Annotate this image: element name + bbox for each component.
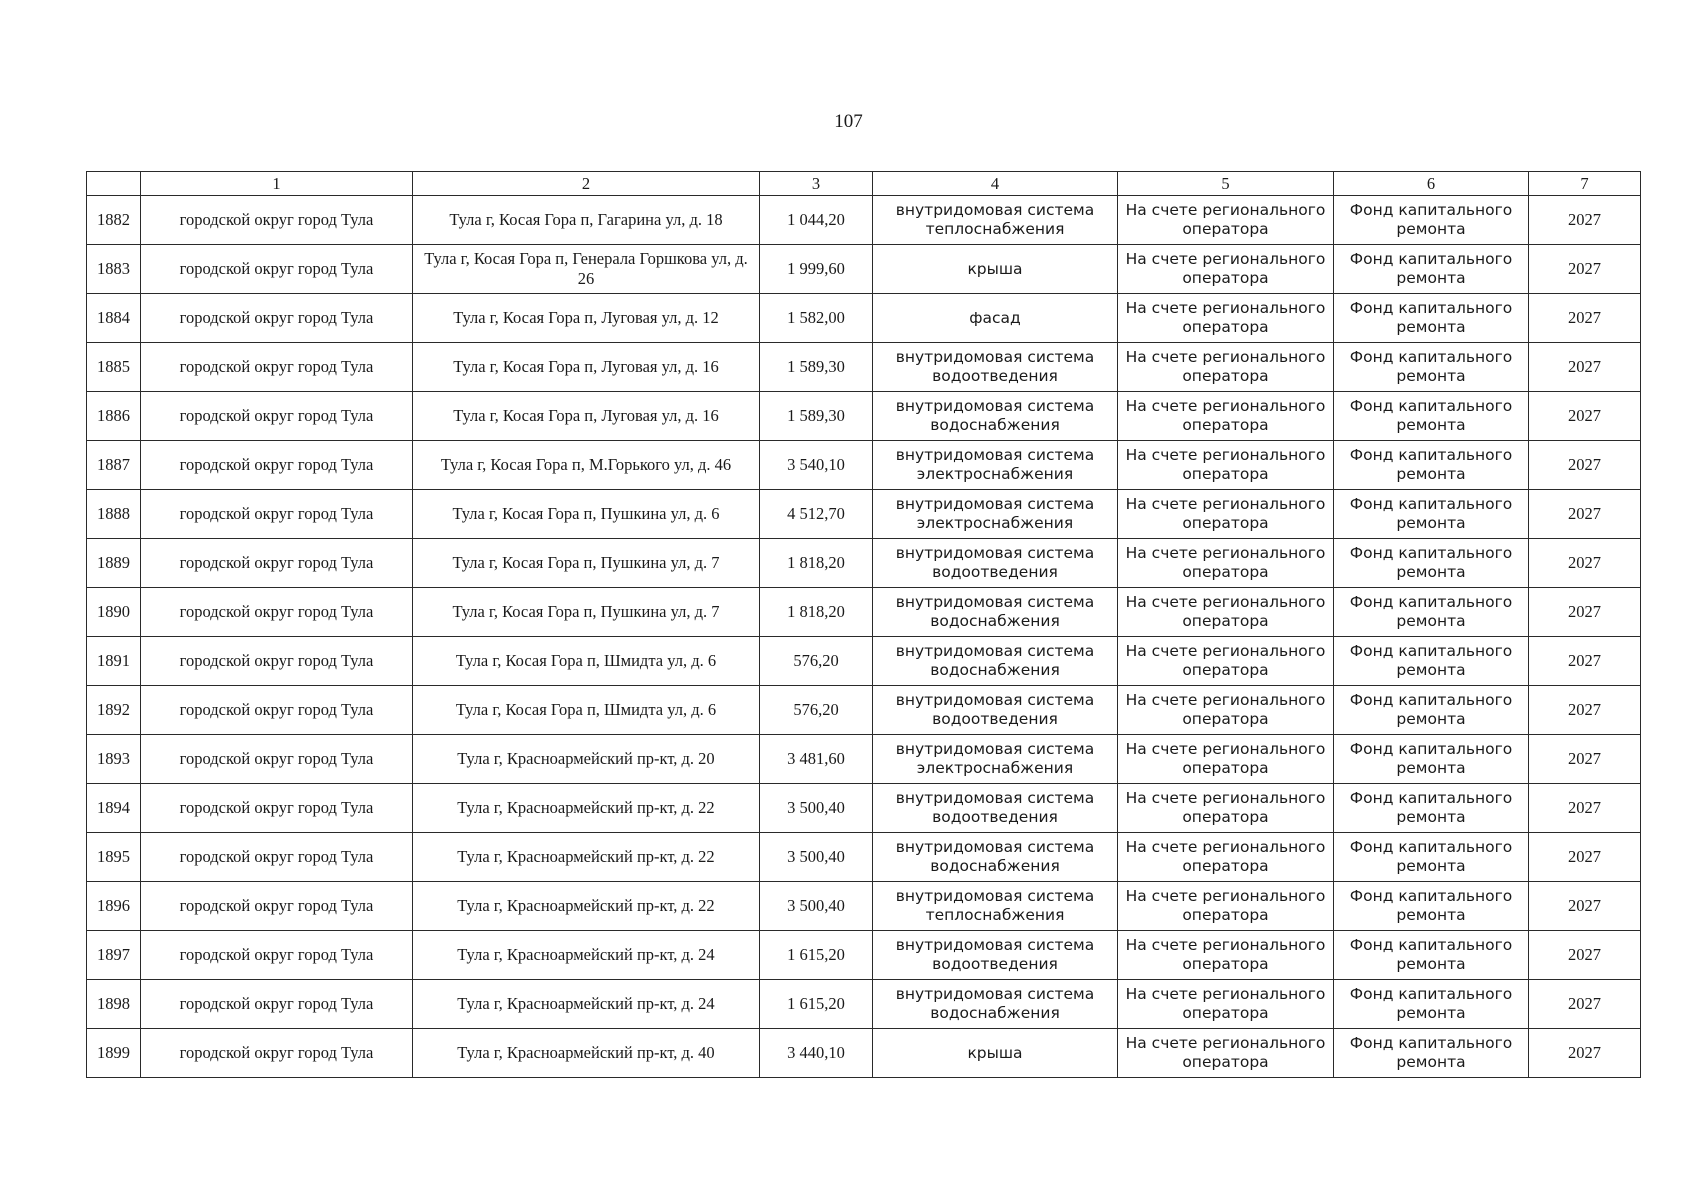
cell-fund-source: Фонд капитального ремонта xyxy=(1334,637,1529,686)
cell-work-type: крыша xyxy=(873,1029,1118,1078)
cell-address: Тула г, Красноармейский пр-кт, д. 22 xyxy=(413,784,760,833)
cell-year: 2027 xyxy=(1529,980,1641,1029)
cell-work-type: внутридомовая система водоснабжения xyxy=(873,980,1118,1029)
cell-municipality: городской округ город Тула xyxy=(141,882,413,931)
cell-row-number: 1889 xyxy=(87,539,141,588)
cell-area: 1 044,20 xyxy=(760,196,873,245)
cell-address: Тула г, Косая Гора п, Луговая ул, д. 16 xyxy=(413,392,760,441)
cell-address: Тула г, Красноармейский пр-кт, д. 24 xyxy=(413,931,760,980)
cell-address: Тула г, Косая Гора п, Пушкина ул, д. 6 xyxy=(413,490,760,539)
cell-row-number: 1891 xyxy=(87,637,141,686)
table-row xyxy=(87,833,1641,882)
cell-fund-source: Фонд капитального ремонта xyxy=(1334,539,1529,588)
cell-row-number: 1899 xyxy=(87,1029,141,1078)
cell-work-type: внутридомовая система электроснабжения xyxy=(873,490,1118,539)
capital-repair-table xyxy=(86,171,1641,1078)
column-header-fund-account: 5 xyxy=(1118,172,1334,196)
cell-row-number: 1894 xyxy=(87,784,141,833)
cell-row-number: 1898 xyxy=(87,980,141,1029)
cell-municipality: городской округ город Тула xyxy=(141,637,413,686)
cell-municipality: городской округ город Тула xyxy=(141,1029,413,1078)
cell-municipality: городской округ город Тула xyxy=(141,833,413,882)
cell-work-type: внутридомовая система теплоснабжения xyxy=(873,196,1118,245)
cell-municipality: городской округ город Тула xyxy=(141,735,413,784)
cell-fund-source: Фонд капитального ремонта xyxy=(1334,588,1529,637)
cell-year: 2027 xyxy=(1529,441,1641,490)
cell-work-type: внутридомовая система водоотведения xyxy=(873,784,1118,833)
cell-year: 2027 xyxy=(1529,245,1641,294)
cell-address: Тула г, Красноармейский пр-кт, д. 22 xyxy=(413,833,760,882)
cell-fund-account: На счете регионального оператора xyxy=(1118,196,1334,245)
cell-area: 3 440,10 xyxy=(760,1029,873,1078)
cell-area: 1 818,20 xyxy=(760,588,873,637)
cell-fund-account: На счете регионального оператора xyxy=(1118,931,1334,980)
cell-work-type: фасад xyxy=(873,294,1118,343)
cell-address: Тула г, Косая Гора п, Шмидта ул, д. 6 xyxy=(413,686,760,735)
cell-year: 2027 xyxy=(1529,196,1641,245)
table-row xyxy=(87,392,1641,441)
cell-year: 2027 xyxy=(1529,343,1641,392)
cell-municipality: городской округ город Тула xyxy=(141,441,413,490)
cell-fund-source: Фонд капитального ремонта xyxy=(1334,392,1529,441)
cell-municipality: городской округ город Тула xyxy=(141,343,413,392)
cell-municipality: городской округ город Тула xyxy=(141,980,413,1029)
cell-row-number: 1892 xyxy=(87,686,141,735)
cell-fund-account: На счете регионального оператора xyxy=(1118,1029,1334,1078)
table-row xyxy=(87,735,1641,784)
column-header-municipality: 1 xyxy=(141,172,413,196)
cell-row-number: 1888 xyxy=(87,490,141,539)
cell-area: 576,20 xyxy=(760,686,873,735)
cell-year: 2027 xyxy=(1529,931,1641,980)
cell-fund-account: На счете регионального оператора xyxy=(1118,294,1334,343)
cell-area: 576,20 xyxy=(760,637,873,686)
cell-fund-account: На счете регионального оператора xyxy=(1118,833,1334,882)
cell-address: Тула г, Красноармейский пр-кт, д. 22 xyxy=(413,882,760,931)
table-row xyxy=(87,784,1641,833)
cell-fund-source: Фонд капитального ремонта xyxy=(1334,882,1529,931)
cell-address: Тула г, Косая Гора п, Луговая ул, д. 12 xyxy=(413,294,760,343)
cell-address: Тула г, Косая Гора п, Пушкина ул, д. 7 xyxy=(413,539,760,588)
table-row xyxy=(87,588,1641,637)
cell-fund-source: Фонд капитального ремонта xyxy=(1334,735,1529,784)
cell-fund-source: Фонд капитального ремонта xyxy=(1334,980,1529,1029)
cell-fund-account: На счете регионального оператора xyxy=(1118,490,1334,539)
cell-address: Тула г, Косая Гора п, Генерала Горшкова ул, д. 26 xyxy=(413,245,760,294)
cell-area: 3 540,10 xyxy=(760,441,873,490)
cell-address: Тула г, Косая Гора п, Луговая ул, д. 16 xyxy=(413,343,760,392)
cell-area: 1 615,20 xyxy=(760,931,873,980)
cell-row-number: 1887 xyxy=(87,441,141,490)
cell-area: 1 615,20 xyxy=(760,980,873,1029)
cell-work-type: внутридомовая система водоснабжения xyxy=(873,637,1118,686)
cell-year: 2027 xyxy=(1529,539,1641,588)
cell-fund-source: Фонд капитального ремонта xyxy=(1334,245,1529,294)
cell-fund-account: На счете регионального оператора xyxy=(1118,245,1334,294)
column-header-row-number xyxy=(87,172,141,196)
cell-row-number: 1886 xyxy=(87,392,141,441)
cell-year: 2027 xyxy=(1529,686,1641,735)
cell-municipality: городской округ город Тула xyxy=(141,392,413,441)
cell-year: 2027 xyxy=(1529,784,1641,833)
table-row xyxy=(87,490,1641,539)
cell-area: 1 818,20 xyxy=(760,539,873,588)
cell-fund-source: Фонд капитального ремонта xyxy=(1334,490,1529,539)
cell-row-number: 1883 xyxy=(87,245,141,294)
column-header-work-type: 4 xyxy=(873,172,1118,196)
cell-area: 3 500,40 xyxy=(760,784,873,833)
cell-year: 2027 xyxy=(1529,1029,1641,1078)
cell-work-type: внутридомовая система водоотведения xyxy=(873,686,1118,735)
cell-fund-source: Фонд капитального ремонта xyxy=(1334,686,1529,735)
cell-municipality: городской округ город Тула xyxy=(141,245,413,294)
cell-year: 2027 xyxy=(1529,735,1641,784)
cell-municipality: городской округ город Тула xyxy=(141,490,413,539)
cell-work-type: внутридомовая система теплоснабжения xyxy=(873,882,1118,931)
cell-fund-account: На счете регионального оператора xyxy=(1118,980,1334,1029)
table-row xyxy=(87,980,1641,1029)
table-row xyxy=(87,441,1641,490)
cell-year: 2027 xyxy=(1529,637,1641,686)
table-row xyxy=(87,343,1641,392)
cell-area: 1 582,00 xyxy=(760,294,873,343)
cell-municipality: городской округ город Тула xyxy=(141,686,413,735)
table-header-row xyxy=(87,172,1641,196)
cell-work-type: внутридомовая система электроснабжения xyxy=(873,735,1118,784)
cell-area: 1 589,30 xyxy=(760,392,873,441)
cell-municipality: городской округ город Тула xyxy=(141,931,413,980)
cell-area: 4 512,70 xyxy=(760,490,873,539)
cell-municipality: городской округ город Тула xyxy=(141,294,413,343)
cell-area: 3 500,40 xyxy=(760,833,873,882)
cell-row-number: 1882 xyxy=(87,196,141,245)
cell-address: Тула г, Косая Гора п, Шмидта ул, д. 6 xyxy=(413,637,760,686)
cell-work-type: внутридомовая система электроснабжения xyxy=(873,441,1118,490)
cell-municipality: городской округ город Тула xyxy=(141,784,413,833)
cell-fund-source: Фонд капитального ремонта xyxy=(1334,1029,1529,1078)
table-body xyxy=(87,196,1641,1078)
cell-address: Тула г, Косая Гора п, М.Горького ул, д. 46 xyxy=(413,441,760,490)
cell-year: 2027 xyxy=(1529,392,1641,441)
cell-row-number: 1896 xyxy=(87,882,141,931)
cell-area: 1 999,60 xyxy=(760,245,873,294)
cell-work-type: внутридомовая система водоснабжения xyxy=(873,588,1118,637)
table-row xyxy=(87,882,1641,931)
column-header-year: 7 xyxy=(1529,172,1641,196)
cell-address: Тула г, Косая Гора п, Пушкина ул, д. 7 xyxy=(413,588,760,637)
cell-area: 3 481,60 xyxy=(760,735,873,784)
cell-work-type: внутридомовая система водоотведения xyxy=(873,539,1118,588)
cell-row-number: 1895 xyxy=(87,833,141,882)
table-row xyxy=(87,686,1641,735)
cell-fund-account: На счете регионального оператора xyxy=(1118,735,1334,784)
cell-fund-source: Фонд капитального ремонта xyxy=(1334,196,1529,245)
cell-fund-source: Фонд капитального ремонта xyxy=(1334,784,1529,833)
cell-municipality: городской округ город Тула xyxy=(141,539,413,588)
cell-area: 3 500,40 xyxy=(760,882,873,931)
cell-work-type: крыша xyxy=(873,245,1118,294)
column-header-area: 3 xyxy=(760,172,873,196)
cell-address: Тула г, Красноармейский пр-кт, д. 20 xyxy=(413,735,760,784)
cell-year: 2027 xyxy=(1529,833,1641,882)
table-row xyxy=(87,1029,1641,1078)
column-header-address: 2 xyxy=(413,172,760,196)
cell-fund-account: На счете регионального оператора xyxy=(1118,392,1334,441)
table-row xyxy=(87,245,1641,294)
cell-row-number: 1897 xyxy=(87,931,141,980)
cell-work-type: внутридомовая система водоснабжения xyxy=(873,392,1118,441)
table-row xyxy=(87,196,1641,245)
cell-row-number: 1890 xyxy=(87,588,141,637)
table-row xyxy=(87,931,1641,980)
cell-fund-account: На счете регионального оператора xyxy=(1118,588,1334,637)
cell-fund-account: На счете регионального оператора xyxy=(1118,539,1334,588)
cell-year: 2027 xyxy=(1529,490,1641,539)
cell-area: 1 589,30 xyxy=(760,343,873,392)
cell-work-type: внутридомовая система водоотведения xyxy=(873,931,1118,980)
cell-year: 2027 xyxy=(1529,294,1641,343)
cell-municipality: городской округ город Тула xyxy=(141,196,413,245)
cell-fund-account: На счете регионального оператора xyxy=(1118,882,1334,931)
cell-fund-source: Фонд капитального ремонта xyxy=(1334,343,1529,392)
cell-row-number: 1893 xyxy=(87,735,141,784)
table-row xyxy=(87,539,1641,588)
cell-work-type: внутридомовая система водоотведения xyxy=(873,343,1118,392)
cell-row-number: 1884 xyxy=(87,294,141,343)
cell-fund-source: Фонд капитального ремонта xyxy=(1334,833,1529,882)
cell-fund-account: На счете регионального оператора xyxy=(1118,343,1334,392)
cell-address: Тула г, Косая Гора п, Гагарина ул, д. 18 xyxy=(413,196,760,245)
cell-fund-account: На счете регионального оператора xyxy=(1118,637,1334,686)
table-row xyxy=(87,637,1641,686)
cell-fund-source: Фонд капитального ремонта xyxy=(1334,931,1529,980)
table-row xyxy=(87,294,1641,343)
cell-municipality: городской округ город Тула xyxy=(141,588,413,637)
column-header-fund-source: 6 xyxy=(1334,172,1529,196)
cell-work-type: внутридомовая система водоснабжения xyxy=(873,833,1118,882)
cell-fund-account: На счете регионального оператора xyxy=(1118,686,1334,735)
cell-address: Тула г, Красноармейский пр-кт, д. 24 xyxy=(413,980,760,1029)
cell-fund-source: Фонд капитального ремонта xyxy=(1334,441,1529,490)
cell-fund-source: Фонд капитального ремонта xyxy=(1334,294,1529,343)
cell-year: 2027 xyxy=(1529,588,1641,637)
cell-fund-account: На счете регионального оператора xyxy=(1118,784,1334,833)
cell-fund-account: На счете регионального оператора xyxy=(1118,441,1334,490)
cell-year: 2027 xyxy=(1529,882,1641,931)
cell-row-number: 1885 xyxy=(87,343,141,392)
page-number: 107 xyxy=(834,111,863,132)
cell-address: Тула г, Красноармейский пр-кт, д. 40 xyxy=(413,1029,760,1078)
